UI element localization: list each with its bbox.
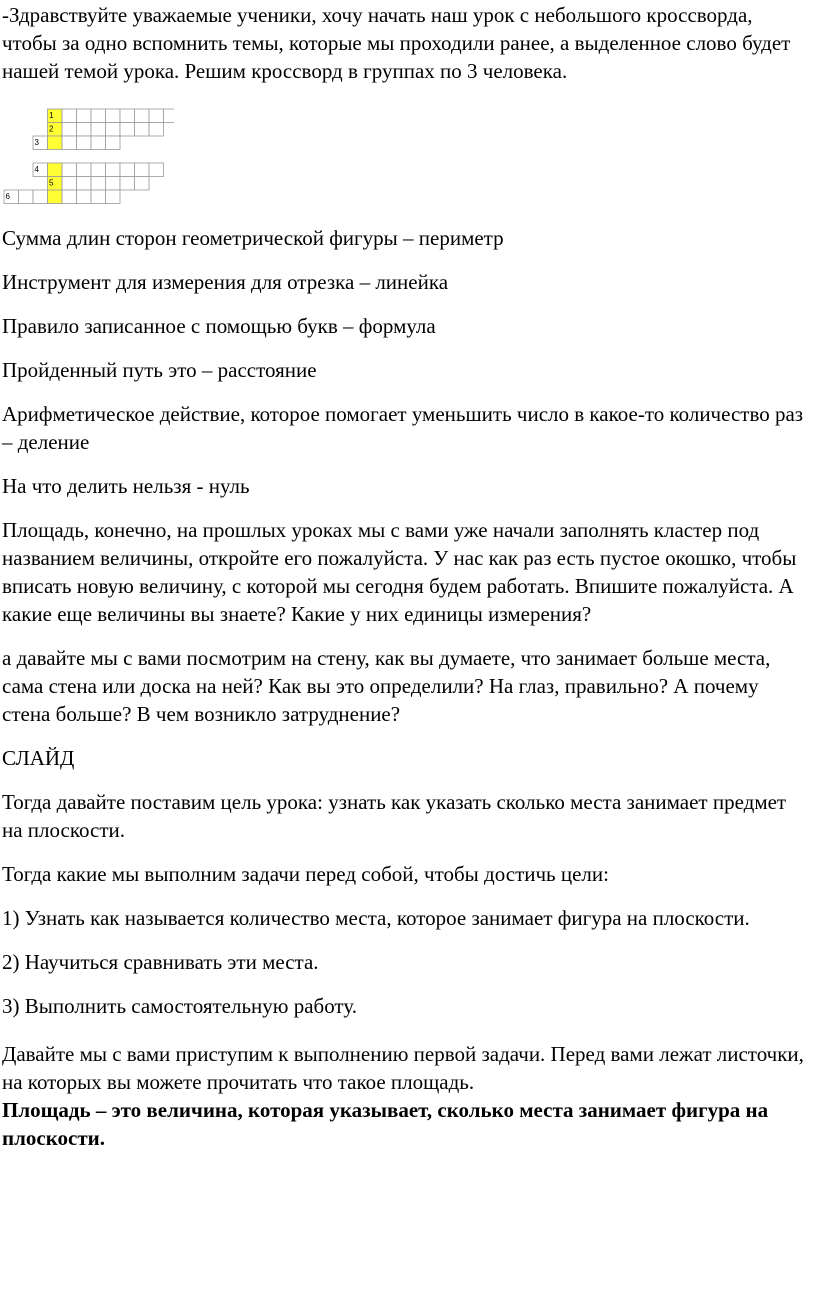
crossword-cell <box>135 123 150 137</box>
crossword-cell <box>106 177 121 191</box>
paragraph-wall: а давайте мы с вами посмотрим на стену, как вы думаете, что занимает больше места, сама стена или доска на ней? Как вы это определили? На глаз, правильно? А почему стена больше? В чем возникло затруднение? <box>2 646 771 726</box>
crossword-cell <box>33 190 48 204</box>
paragraph-slide: СЛАЙД <box>2 746 75 770</box>
crossword-cell <box>77 177 92 191</box>
crossword-cell <box>62 136 77 150</box>
crossword-cell <box>106 136 121 150</box>
paragraph-goal: Тогда давайте поставим цель урока: узнать как указать сколько места занимает предмет на плоскости. <box>2 790 787 842</box>
document-page <box>2 0 808 1152</box>
area-definition: Площадь – это величина, которая указывает, сколько места занимает фигура на плоскости. <box>2 1098 769 1150</box>
intro-paragraph: -Здравствуйте уважаемые ученики, хочу начать наш урок с небольшого кроссворда, чтобы за одно вспомнить темы, которые мы проходили ранее, а выделенное слово будет нашей темой урока. Решим кроссворд в группах по 3 человека. <box>2 3 791 83</box>
crossword-cell <box>91 109 106 123</box>
crossword-cell <box>62 177 77 191</box>
paragraph-first-task: Давайте мы с вами приступим к выполнению первой задачи. Перед вами лежат листочки, на которых вы можете прочитать что такое площадь. <box>2 1042 804 1094</box>
crossword-cell <box>135 163 150 177</box>
crossword-clue-number: 2 <box>49 124 54 134</box>
task-2: 2) Научиться сравнивать эти места. <box>2 950 319 974</box>
crossword-cell <box>91 123 106 137</box>
crossword-cell <box>91 136 106 150</box>
question-perimeter: Сумма длин сторон геометрической фигуры – периметр <box>2 226 504 250</box>
crossword-clue-number: 3 <box>34 138 39 147</box>
crossword-cell <box>62 163 77 177</box>
crossword-cell <box>120 177 135 191</box>
crossword-clue-number: 6 <box>5 192 10 201</box>
crossword-cell <box>91 190 106 204</box>
crossword-clue-number: 4 <box>34 165 39 174</box>
crossword-cell <box>149 123 164 137</box>
crossword-cell <box>120 123 135 137</box>
crossword-cell <box>62 123 77 137</box>
task-3: 3) Выполнить самостоятельную работу. <box>2 994 357 1018</box>
crossword-cell <box>77 109 92 123</box>
task-1: 1) Узнать как называется количество места, которое занимает фигура на плоскости. <box>2 906 750 930</box>
question-zero: На что делить нельзя - нуль <box>2 474 250 498</box>
crossword-cell <box>62 109 77 123</box>
crossword-cell <box>77 190 92 204</box>
crossword-cell <box>48 190 63 204</box>
crossword-cell <box>19 190 34 204</box>
crossword-cell <box>77 136 92 150</box>
crossword-cell <box>135 109 150 123</box>
question-division: Арифметическое действие, которое помогает уменьшить число в какое-то количество раз – деление <box>2 402 804 454</box>
crossword-cell <box>77 163 92 177</box>
crossword-cell <box>106 123 121 137</box>
question-ruler: Инструмент для измерения для отрезка – линейка <box>2 270 449 294</box>
crossword-cell <box>106 190 121 204</box>
paragraph-area-cluster: Площадь, конечно, на прошлых уроках мы с вами уже начали заполнять кластер под названием величины, откройте его пожалуйста. У нас как раз есть пустое окошко, чтобы вписать новую величину, с которой мы сегодня будем работать. Впишите пожалуйста. А какие еще величины вы знаете? Какие у них единицы измерения? <box>2 518 797 626</box>
crossword-cell <box>120 163 135 177</box>
question-formula: Правило записанное с помощью букв – формула <box>2 314 436 338</box>
crossword-cell <box>106 163 121 177</box>
crossword-cell <box>77 123 92 137</box>
crossword-cell <box>48 163 63 177</box>
crossword-clue-number: 1 <box>49 111 54 120</box>
crossword-cell <box>62 190 77 204</box>
crossword <box>2 106 808 208</box>
crossword-cell <box>135 177 150 191</box>
crossword-cell <box>149 163 164 177</box>
crossword-cell <box>91 163 106 177</box>
paragraph-tasks-intro: Тогда какие мы выполним задачи перед собой, чтобы достичь цели: <box>2 862 609 886</box>
question-distance: Пройденный путь это – расстояние <box>2 358 317 382</box>
crossword-cell <box>91 177 106 191</box>
crossword-cell <box>120 109 135 123</box>
crossword-cell <box>164 109 175 123</box>
crossword-cell <box>106 109 121 123</box>
crossword-cell <box>48 136 63 150</box>
crossword-grid <box>2 106 174 208</box>
crossword-clue-number: 5 <box>49 178 54 188</box>
crossword-cell <box>149 109 164 123</box>
